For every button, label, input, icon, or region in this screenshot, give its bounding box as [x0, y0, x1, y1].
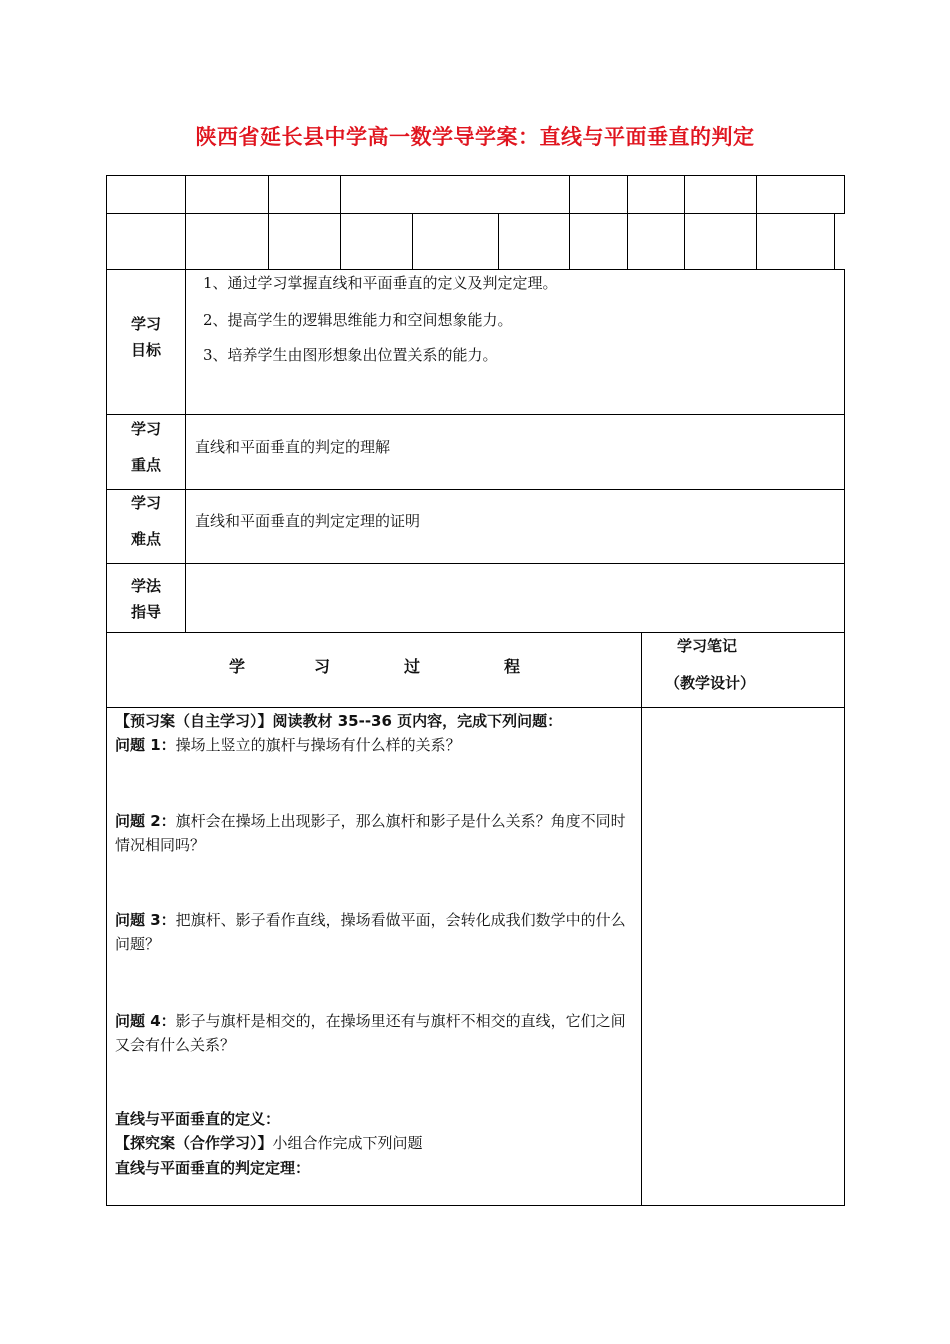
question-3-text: 把旗杆、影子看作直线，操场看做平面，会转化成我们数学中的什么问题？ — [115, 911, 626, 953]
explore-heading-bold: 【探究案（合作学习）】 — [115, 1134, 273, 1152]
question-3 — [115, 908, 630, 956]
objective-item-2: 2、提高学生的逻辑思维能力和空间想象能力。 — [203, 311, 513, 329]
question-1-text: 操场上竖立的旗杆与操场有什么样的关系？ — [175, 736, 461, 754]
difficulties-label-1: 学习 — [130, 494, 161, 512]
preview-heading: 【预习案（自主学习）】阅读教材 35--36 页内容，完成下列问题： — [115, 712, 563, 730]
theorem-heading: 直线与平面垂直的判定定理： — [115, 1159, 311, 1177]
question-3-label: 问题 3： — [115, 911, 176, 929]
notes-header-line2: （教学设计） — [665, 674, 756, 692]
difficulties-label-2: 难点 — [130, 530, 161, 548]
question-4-text: 影子与旗杆是相交的，在操场里还有与旗杆不相交的直线，它们之间又会有什么关系？ — [115, 1012, 626, 1054]
key-points-content: 直线和平面垂直的判定的理解 — [195, 438, 391, 456]
question-4-label: 问题 4： — [115, 1012, 176, 1030]
key-points-label-1: 学习 — [130, 420, 161, 438]
question-1-label: 问题 1： — [115, 736, 176, 754]
difficulties-content: 直线和平面垂直的判定定理的证明 — [195, 512, 421, 530]
method-label-2: 指导 — [130, 603, 161, 621]
explore-heading-text: 小组合作完成下列问题 — [272, 1134, 423, 1152]
definition-heading: 直线与平面垂直的定义： — [115, 1110, 281, 1128]
question-1 — [115, 735, 461, 755]
process-char-2: 习 — [314, 657, 331, 676]
question-2-label: 问题 2： — [115, 812, 176, 830]
explore-heading — [115, 1133, 423, 1153]
question-2 — [115, 809, 630, 857]
process-char-4: 程 — [504, 657, 521, 676]
objectives-label-2: 目标 — [130, 341, 161, 359]
question-4 — [115, 1009, 630, 1057]
process-char-3: 过 — [404, 657, 421, 676]
objective-item-3: 3、培养学生由图形想象出位置关系的能力。 — [203, 346, 498, 364]
question-2-text: 旗杆会在操场上出现影子，那么旗杆和影子是什么关系？角度不同时情况相同吗？ — [115, 812, 626, 854]
objectives-label-1: 学习 — [130, 315, 161, 333]
objective-item-1: 1、通过学习掌握直线和平面垂直的定义及判定定理。 — [203, 274, 558, 292]
key-points-label-2: 重点 — [130, 456, 161, 474]
method-label-1: 学法 — [130, 577, 161, 595]
process-char-1: 学 — [229, 657, 246, 676]
page-title: 陕西省延长县中学高一数学导学案：直线与平面垂直的判定 — [195, 125, 755, 149]
notes-header-line1: 学习笔记 — [677, 637, 738, 655]
